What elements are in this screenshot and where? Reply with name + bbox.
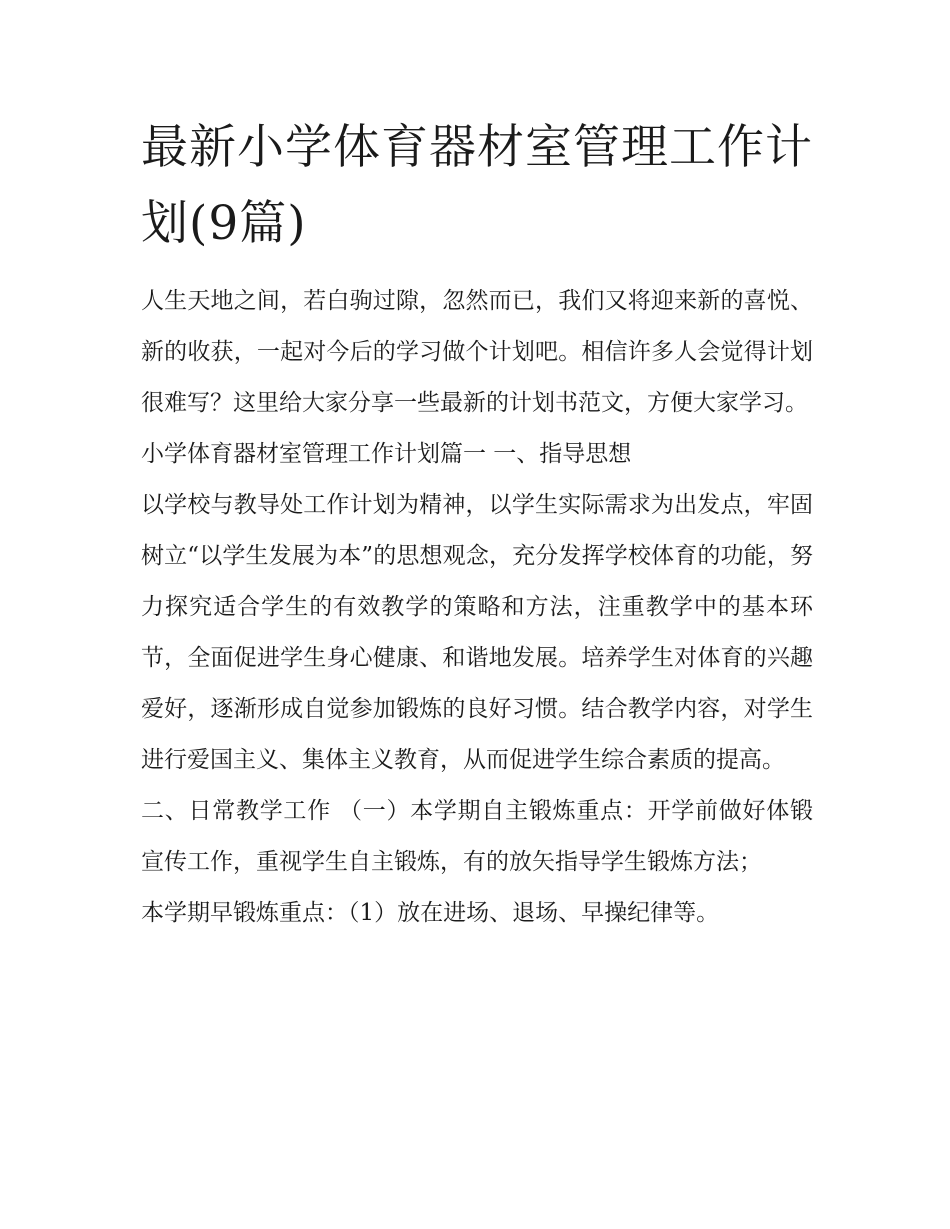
document-title: 最新小学体育器材室管理工作计划(9篇) <box>141 120 813 251</box>
paragraph-morning-exercise: 本学期早锻炼重点：（1）放在进场、退场、早操纪律等。 <box>141 900 720 926</box>
paragraph-section-heading: 小学体育器材室管理工作计划篇一 一、指导思想 <box>141 441 632 467</box>
paragraph-daily-teaching: 二、日常教学工作 （一）本学期自主锻炼重点：开学前做好体锻宣传工作，重视学生自主锻炼，有的放矢指导学生锻炼方法； <box>141 798 813 875</box>
paragraph-intro: 人生天地之间，若白驹过隙，忽然而已，我们又将迎来新的喜悦、新的收获，一起对今后的学习做个计划吧。相信许多人会觉得计划很难写？这里给大家分享一些最新的计划书范文，方便大家学习。 <box>141 288 813 416</box>
paragraph-guiding-thought: 以学校与教导处工作计划为精神，以学生实际需求为出发点，牢固树立“以学生发展为本”的思想观念，充分发挥学校体育的功能，努力探究适合学生的有效教学的策略和方法，注重教学中的基本环节，全面促进学生身心健康、和谐地发展。培养学生对体育的兴趣爱好，逐渐形成自觉参加锻炼的良好习惯。结合教学内容，对学生进行爱国主义、集体主义教育，从而促进学生综合素质的提高。 <box>141 492 813 773</box>
document-body <box>141 110 813 939</box>
